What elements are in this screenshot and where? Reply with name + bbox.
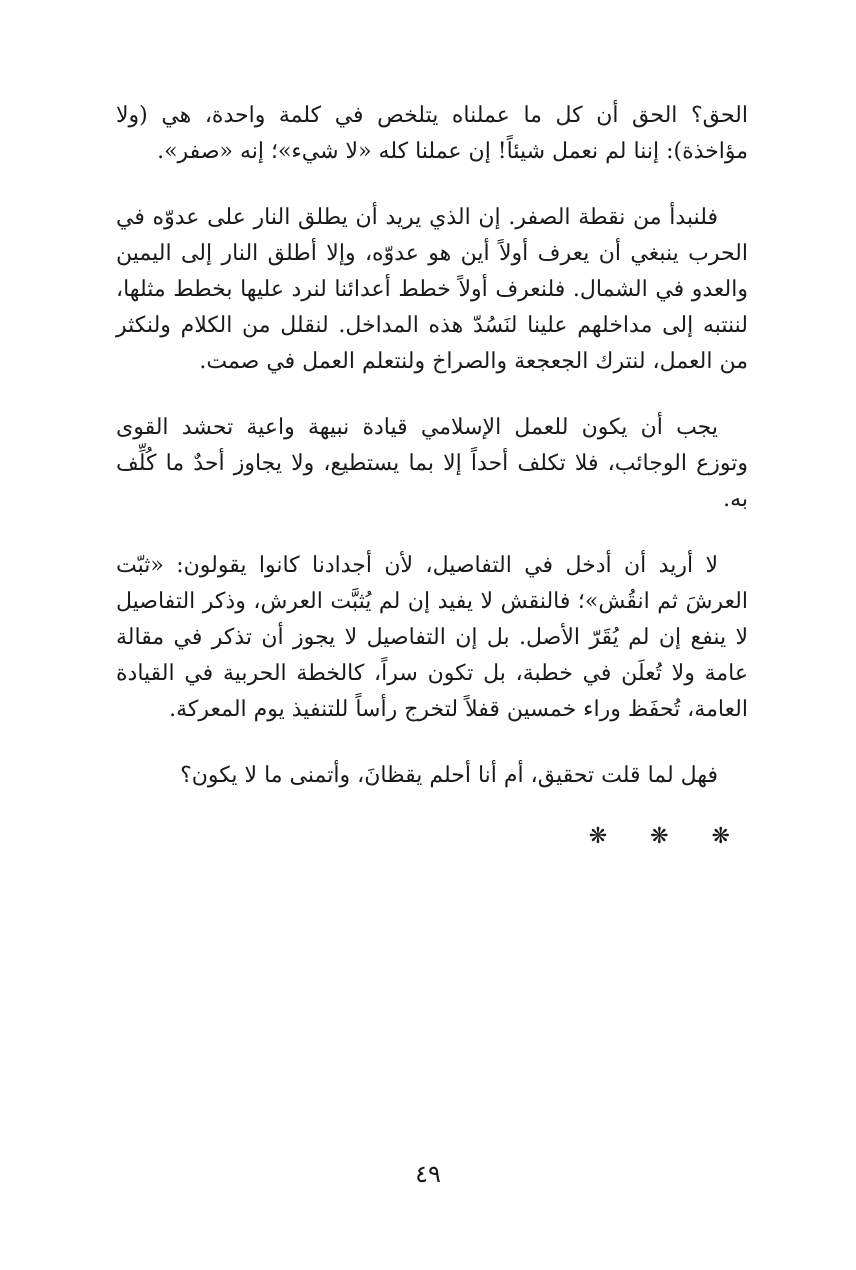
paragraph-5: فهل لما قلت تحقيق، أم أنا أحلم يقظانَ، وأتمنى ما لا يكون؟ xyxy=(180,763,718,788)
page-body xyxy=(116,98,748,849)
page-number: ٤٩ xyxy=(415,1160,441,1188)
section-separator: ❋ ❋ ❋ xyxy=(588,824,748,849)
paragraph-3: يجب أن يكون للعمل الإسلامي قيادة نبيهة واعية تحشد القوى وتوزع الوجائب، فلا تكلف أحداً إلا بما يستطيع، ولا يجاوز أحدٌ ما كُلِّف به. xyxy=(116,415,748,512)
paragraph-1: الحق؟ الحق أن كل ما عملناه يتلخص في كلمة واحدة، هي (ولا مؤاخذة): إننا لم نعمل شيئاً! إن عملنا كله «لا شيء»؛ إنه «صفر». xyxy=(116,103,748,164)
paragraph-2: فلنبدأ من نقطة الصفر. إن الذي يريد أن يطلق النار على عدوّه في الحرب ينبغي أن يعرف أولاً أين هو عدوّه، وإلا أطلق النار إلى اليمين والعدو في الشمال. فلنعرف أولاً خطط أعدائنا لنرد عليها بخطط مثلها، لننتبه إلى مداخلهم علينا لنَسُدّ هذه المداخل. لنقلل من الكلام ولنكثر من العمل، لنترك الجعجعة والصراخ ولنتعلم العمل في صمت. xyxy=(116,205,748,374)
paragraph-4: لا أريد أن أدخل في التفاصيل، لأن أجدادنا كانوا يقولون: «ثبّت العرشَ ثم انقُش»؛ فالنقش لا يفيد إن لم يُثبَّت العرش، وذكر التفاصيل لا ينفع إن لم يُقَرّ الأصل. بل إن التفاصيل لا يجوز أن تذكر في مقالة عامة ولا تُعلَن في خطبة، بل تكون سراً، كالخطة الحربية في القيادة العامة، تُحفَظ وراء خمسين قفلاً لتخرج رأساً للتنفيذ يوم المعركة. xyxy=(116,553,748,722)
